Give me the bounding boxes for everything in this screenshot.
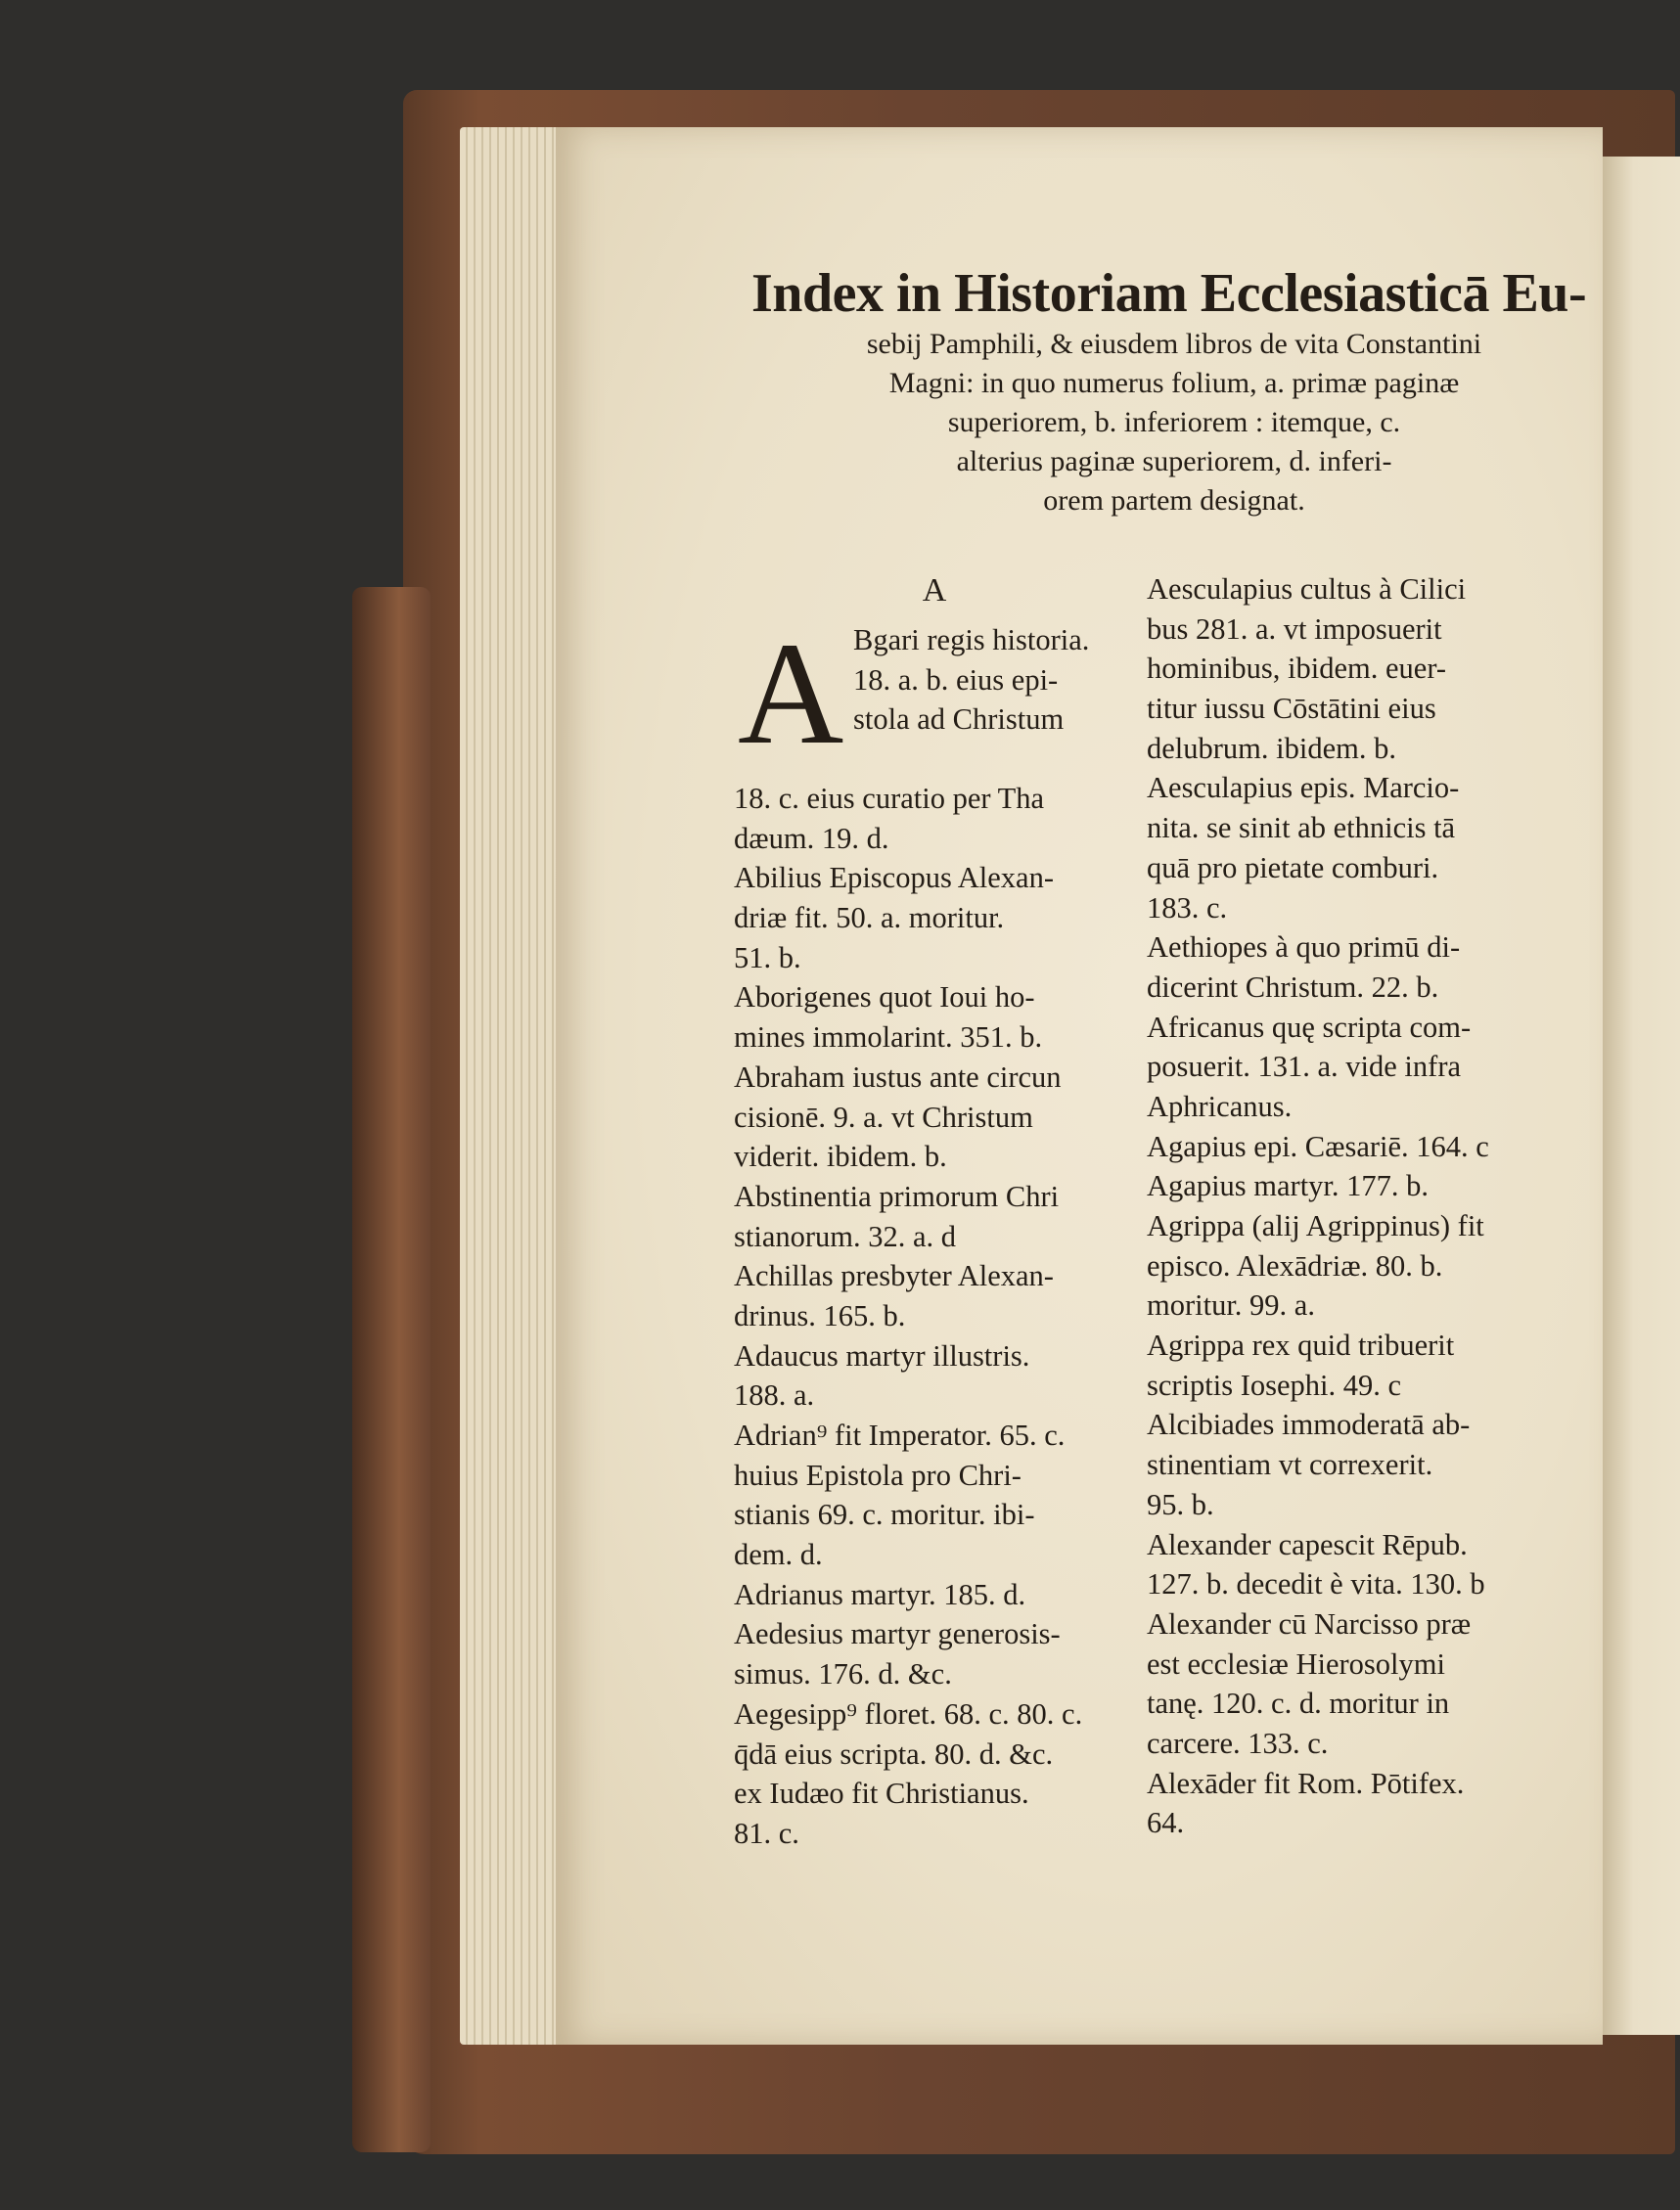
index-entry-line: 95. b. — [1147, 1487, 1214, 1521]
index-entry-line: Abilius Episcopus Alexan- — [734, 861, 1054, 895]
index-entry-line: simus. 176. d. &c. — [734, 1657, 952, 1691]
index-entry-line: Adaucus martyr illustris. — [734, 1338, 1030, 1373]
index-entry-line: Africanus quę scripta com- — [1147, 1010, 1472, 1044]
index-subtitle-line: superiorem, b. inferiorem : itemque, c. — [947, 406, 1401, 438]
index-entry-line: Aedesius martyr generosis- — [734, 1617, 1061, 1651]
index-subtitle-line: orem partem designat. — [1043, 484, 1305, 517]
index-title-block — [744, 262, 1605, 520]
index-entry-line: titur iussu Cōstātini eius — [1147, 692, 1436, 726]
index-subtitle-line: alterius paginæ superiorem, d. inferi- — [956, 445, 1392, 477]
index-entry-line: dæum. 19. d. — [734, 821, 889, 855]
index-entry-line: stola ad Christum — [853, 702, 1065, 737]
index-entry-line: dicerint Christum. 22. b. — [1147, 970, 1439, 1004]
index-entry-line: nita. se sinit ab ethnicis tā — [1147, 811, 1456, 845]
book-spine — [352, 587, 431, 2152]
index-entry-line: moritur. 99. a. — [1147, 1288, 1315, 1323]
index-entry-line: 64. — [1147, 1806, 1185, 1840]
index-entry-line: 81. c. — [734, 1816, 799, 1850]
index-entry-line: drinus. 165. b. — [734, 1298, 906, 1332]
index-entry-line: hominibus, ibidem. euer- — [1147, 652, 1447, 686]
index-entry-line: 188. a. — [734, 1378, 815, 1413]
index-entry-line: Bgari regis historia. — [853, 623, 1090, 656]
index-entry-line: mines immolarint. 351. b. — [734, 1020, 1043, 1055]
index-entry-line: Agapius epi. Cæsariē. 164. c — [1147, 1129, 1489, 1163]
index-entry-line: 18. a. b. eius epi- — [853, 662, 1059, 697]
index-entry-line: Adrianus martyr. 185. d. — [734, 1577, 1026, 1611]
index-entry-line: 127. b. decedit è vita. 130. b — [1147, 1567, 1485, 1601]
index-entry-line: carcere. 133. c. — [1147, 1726, 1329, 1760]
index-entry-line: stianorum. 32. a. d — [734, 1219, 957, 1253]
right-column-entries — [1147, 569, 1556, 1843]
index-entry-line: scriptis Iosephi. 49. c — [1147, 1368, 1402, 1402]
index-entry-line: 51. b. — [734, 940, 801, 974]
index-entry-line: quā pro pietate comburi. — [1147, 850, 1439, 884]
index-entry-line: huius Epistola pro Chri- — [734, 1458, 1022, 1492]
index-entry-line: Aegesipp⁹ floret. 68. c. 80. c. — [734, 1696, 1083, 1731]
index-entry-line: cisionē. 9. a. vt Christum — [734, 1100, 1033, 1134]
index-entry-line: Alexāder fit Rom. Pōtifex. — [1147, 1766, 1465, 1800]
index-entry-line: viderit. ibidem. b. — [734, 1140, 947, 1174]
index-entry-line: Adrian⁹ fit Imperator. 65. c. — [734, 1419, 1066, 1452]
right-column — [1147, 569, 1556, 1843]
index-entry-line: Alexander capescit Rēpub. — [1147, 1527, 1468, 1561]
index-entry-line: Aesculapius cultus à Cilici — [1147, 572, 1467, 606]
left-column-entries — [734, 779, 1135, 1854]
index-entry-line: Agrippa rex quid tribuerit — [1147, 1329, 1455, 1363]
facing-page-edge — [1603, 157, 1680, 2035]
index-subtitle-lines — [744, 325, 1605, 520]
index-entry-line: tanę. 120. c. d. moritur in — [1147, 1687, 1450, 1721]
index-entry-line: est ecclesiæ Hierosolymi — [1147, 1646, 1445, 1681]
index-entry-line: Abraham iustus ante circun — [734, 1060, 1062, 1094]
index-entry-line: Achillas presbyter Alexan- — [734, 1259, 1054, 1293]
index-subtitle-line: sebij Pamphili, & eiusdem libros de vita Constantini — [866, 328, 1482, 360]
index-entry-line: Aborigenes quot Ioui ho- — [734, 980, 1035, 1015]
index-entry-line: 18. c. eius curatio per Tha — [734, 782, 1045, 815]
index-entry-line: dem. d. — [734, 1538, 823, 1572]
index-entry-line: Alexander cū Narcisso præ — [1147, 1606, 1472, 1641]
dropcap-initial: A — [738, 612, 844, 775]
index-entry-line: ex Iudæo fit Christianus. — [734, 1777, 1029, 1811]
dropcap-entry — [734, 612, 1135, 779]
index-entry-line: Agrippa (alij Agrippinus) fit — [1147, 1209, 1484, 1242]
index-entry-line: bus 281. a. vt imposuerit — [1147, 611, 1442, 646]
index-entry-line: delubrum. ibidem. b. — [1147, 731, 1396, 765]
index-entry-line: Alcibiades immoderatā ab- — [1147, 1408, 1471, 1442]
index-title: Index in Historiam Ecclesiasticā Eu- — [751, 263, 1587, 324]
index-entry-line: 183. c. — [1147, 890, 1228, 925]
index-entry-line: Aethiopes à quo primū di- — [1147, 930, 1461, 965]
dropcap-lines — [853, 620, 1089, 740]
index-entry-line: stianis 69. c. moritur. ibi- — [734, 1498, 1035, 1532]
index-entry-line: Aphricanus. — [1147, 1089, 1293, 1123]
section-letter: A — [922, 572, 947, 609]
index-entry-line: Abstinentia primorum Chri — [734, 1179, 1060, 1213]
index-entry-line: posuerit. 131. a. vide infra — [1147, 1050, 1462, 1084]
index-entry-line: Agapius martyr. 177. b. — [1147, 1169, 1430, 1203]
index-entry-line: driæ fit. 50. a. moritur. — [734, 901, 1005, 935]
index-entry-line: q̄dā eius scripta. 80. d. &c. — [734, 1736, 1054, 1771]
index-entry-line: episco. Alexādriæ. 80. b. — [1147, 1248, 1443, 1283]
index-entry-line: stinentiam vt correxerit. — [1147, 1448, 1433, 1482]
index-entry-line: Aesculapius epis. Marcio- — [1147, 771, 1460, 805]
left-column — [734, 569, 1135, 1854]
page-stack-edges — [460, 127, 568, 2045]
index-subtitle-line: Magni: in quo numerus folium, a. primæ paginæ — [888, 367, 1460, 399]
